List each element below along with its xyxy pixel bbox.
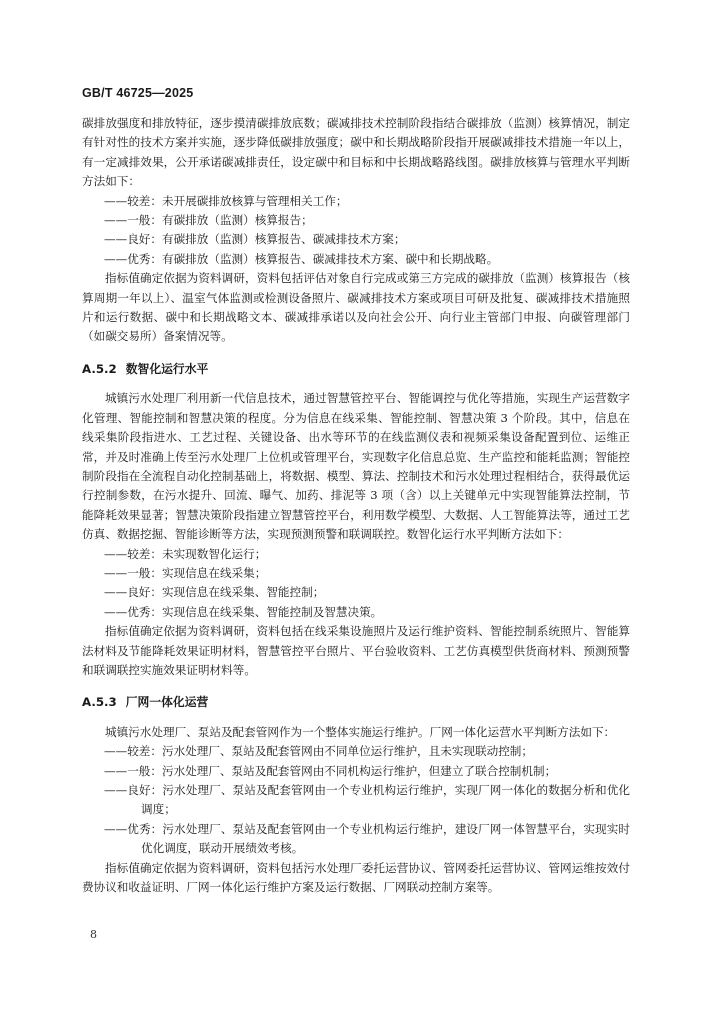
section-number: A.5.2 (82, 361, 117, 376)
section-a53-paragraph: 城镇污水处理厂、泵站及配套管网作为一个整体实施运行维护。厂网一体化运营水平判断方法如下： (105, 724, 616, 739)
section-heading-a53 (82, 693, 630, 712)
intro-basis-paragraph: 指标值确定依据为资料调研，资料包括评估对象自行完成或第三方完成的碳排放（监测）核算报告（核算周期一年以上）、温室气体监测或检测设备照片、碳减排技术方案或项目可研及批复、碳减排技术措施照片和运行数据、碳中和长期战略文本、碳减排承诺以及向社会公开、向行业主管部门申报、向碳管理部门（如碳交易所）备案情况等。 (82, 271, 630, 344)
section-title: 数智化运行水平 (125, 361, 209, 376)
intro-item-poor: ——较差：未开展碳排放核算与管理相关工作； (104, 193, 348, 208)
section-a52-paragraph: 城镇污水处理厂利用新一代信息技术，通过智慧管控平台、智能调控与优化等措施，实现生产运营数字化管理、智能控制和智慧决策的程度。分为信息在线采集、智能控制、智慧决策 3 个阶段。其中，信息在线采集阶段指进水、工艺过程、关键设备、出水等环节的在线监测仪表和视频采集设备配置到位、运维正常，并及时准确上传至污水处理厂上位机或管理平台，实现数字化信息总览、生产监控和能耗监测；智能控制阶段指在全流程自动化控制基础上，将数据、模型、算法、控制技术和污水处理过程相结合，获得最优运行控制参数，在污水提升、回流、曝气、加药、排泥等 3 项（含）以上关键单元中实现智能算法控制，节能降耗效果显著；智慧决策阶段指建立智慧管控平台，利用数学模型、大数据、人工智能算法等，通过工艺仿真、数据挖掘、智能诊断等方法，实现预测预警和联调联控。数智化运行水平判断方法如下： (82, 391, 630, 542)
section-a53-item-excellent: ——优秀：污水处理厂、泵站及配套管网由一个专业机构运行维护，建设厂网一体智慧平台，实现实时优化调度，联动开展绩效考核。 (104, 821, 630, 856)
intro-paragraph: 碳排放强度和排放特征，逐步摸清碳排放底数；碳减排技术控制阶段指结合碳排放（监测）核算情况，制定有针对性的技术方案并实施，逐步降低碳排放强度；碳中和长期战略阶段指开展碳减排技术措施一年以上，有一定减排效果，公开承诺碳减排责任，设定碳中和目标和中长期战略路线图。碳排放核算与管理水平判断方法如下： (82, 116, 630, 189)
page-content (82, 114, 630, 897)
section-a53-basis: 指标值确定依据为资料调研，资料包括污水处理厂委托运营协议、管网委托运营协议、管网运维按效付费协议和收益证明、厂网一体化运行维护方案及运行数据、厂网联动控制方案等。 (82, 860, 630, 895)
section-heading-a52 (82, 360, 630, 379)
section-a53-item-good: ——良好：污水处理厂、泵站及配套管网由一个专业机构运行维护，实现厂网一体化的数据分析和优化调度； (104, 783, 630, 817)
section-a52-item-good: ——良好：实现信息在线采集、智能控制； (104, 585, 325, 600)
section-a52-item-fair: ——一般：实现信息在线采集； (104, 565, 267, 580)
section-number: A.5.3 (82, 695, 117, 710)
page-number: 8 (90, 928, 97, 941)
section-a53-item-poor: ——较差：污水处理厂、泵站及配套管网由不同单位运行维护，且未实现联动控制； (104, 744, 533, 759)
intro-item-fair: ——一般：有碳排放（监测）核算报告； (104, 213, 313, 228)
section-a53-item-fair: ——一般：污水处理厂、泵站及配套管网由不同机构运行维护，但建立了联合控制机制； (104, 763, 557, 778)
section-a52-item-excellent: ——优秀：实现信息在线采集、智能控制及智慧决策。 (104, 604, 383, 619)
section-a52-item-poor: ——较差：未实现数智化运行； (104, 546, 267, 561)
section-title: 厂网一体化运营 (125, 695, 209, 710)
intro-item-good: ——良好：有碳排放（监测）核算报告、碳减排技术方案； (104, 232, 406, 247)
intro-item-excellent: ——优秀：有碳排放（监测）核算报告、碳减排技术方案、碳中和长期战略。 (104, 251, 499, 266)
section-a52-basis: 指标值确定依据为资料调研，资料包括在线采集设施照片及运行维护资料、智能控制系统照片、智能算法材料及节能降耗效果证明材料，智慧管控平台照片、平台验收资料、工艺仿真模型供货商材料、预测预警和联调联控实施效果证明材料等。 (82, 624, 630, 677)
standard-header: GB/T 46725—2025 (82, 86, 194, 100)
